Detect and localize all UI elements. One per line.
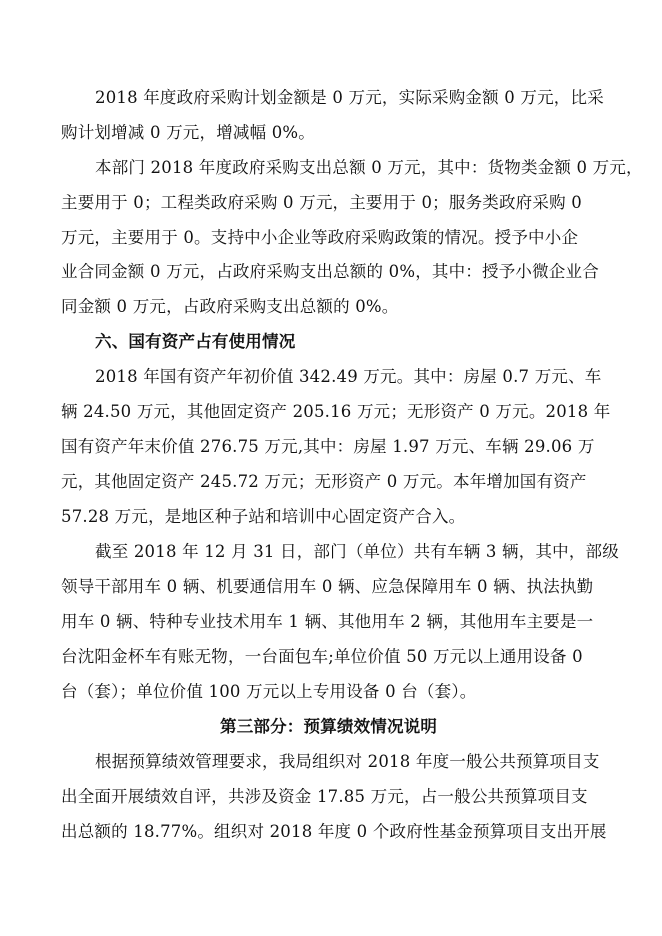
section-six-heading: 六、国有资产占有使用情况 [95, 332, 296, 351]
paragraph-2-line-1: 本部门 2018 年度政府采购支出总额 0 万元，其中：货物类金额 0 万元， [95, 158, 643, 177]
paragraph-2-line-4: 业合同金额 0 万元，占政府采购支出总额的 0%，其中：授予小微企业合 [61, 262, 599, 281]
part-three-p1-line-1: 根据预算绩效管理要求，我局组织对 2018 年度一般公共预算项目支 [95, 752, 600, 771]
part-three-p1-line-2: 出全面开展绩效自评，共涉及资金 17.85 万元，占一般公共预算项目支 [61, 787, 588, 806]
section-six-p1-line-1: 2018 年国有资产年初价值 342.49 万元。其中：房屋 0.7 万元、车 [95, 367, 602, 386]
paragraph-1-line-1: 2018 年度政府采购计划金额是 0 万元，实际采购金额 0 万元，比采 [95, 88, 604, 107]
section-six-p1-line-3: 国有资产年末价值 276.75 万元,其中：房屋 1.97 万元、车辆 29.06 万 [61, 437, 595, 456]
section-six-p2-line-3: 用车 0 辆、特种专业技术用车 1 辆、其他用车 2 辆，其他用车主要是一 [61, 612, 594, 631]
paragraph-2-line-5: 同金额 0 万元，占政府采购支出总额的 0%。 [61, 297, 399, 316]
section-six-p2-line-4: 台沈阳金杯车有账无物，一台面包车;单位价值 50 万元以上通用设备 0 [61, 647, 583, 666]
section-six-p2-line-1: 截至 2018 年 12 月 31 日，部门（单位）共有车辆 3 辆，其中，部级 [95, 542, 619, 561]
part-three-p1-line-3: 出总额的 18.77%。组织对 2018 年度 0 个政府性基金预算项目支出开展 [61, 822, 607, 841]
section-six-p2-line-5: 台（套）；单位价值 100 万元以上专用设备 0 台（套）。 [61, 682, 477, 701]
section-six-p1-line-4: 元，其他固定资产 245.72 万元；无形资产 0 万元。本年增加国有资产 [61, 472, 587, 491]
part-three-heading: 第三部分：预算绩效情况说明 [220, 717, 438, 736]
paragraph-2-line-2: 主要用于 0；工程类政府采购 0 万元，主要用于 0；服务类政府采购 0 [61, 193, 582, 212]
section-six-p1-line-2: 辆 24.50 万元，其他固定资产 205.16 万元；无形资产 0 万元。2018 年 [61, 402, 611, 421]
section-six-p1-line-5: 57.28 万元，是地区种子站和培训中心固定资产合入。 [61, 507, 466, 526]
section-six-p2-line-2: 领导干部用车 0 辆、机要通信用车 0 辆、应急保障用车 0 辆、执法执勤 [61, 577, 594, 596]
paragraph-1-line-2: 购计划增减 0 万元，增减幅 0%。 [61, 123, 316, 142]
paragraph-2-line-3: 万元，主要用于 0。支持中小企业等政府采购政策的情况。授予中小企 [61, 228, 579, 247]
